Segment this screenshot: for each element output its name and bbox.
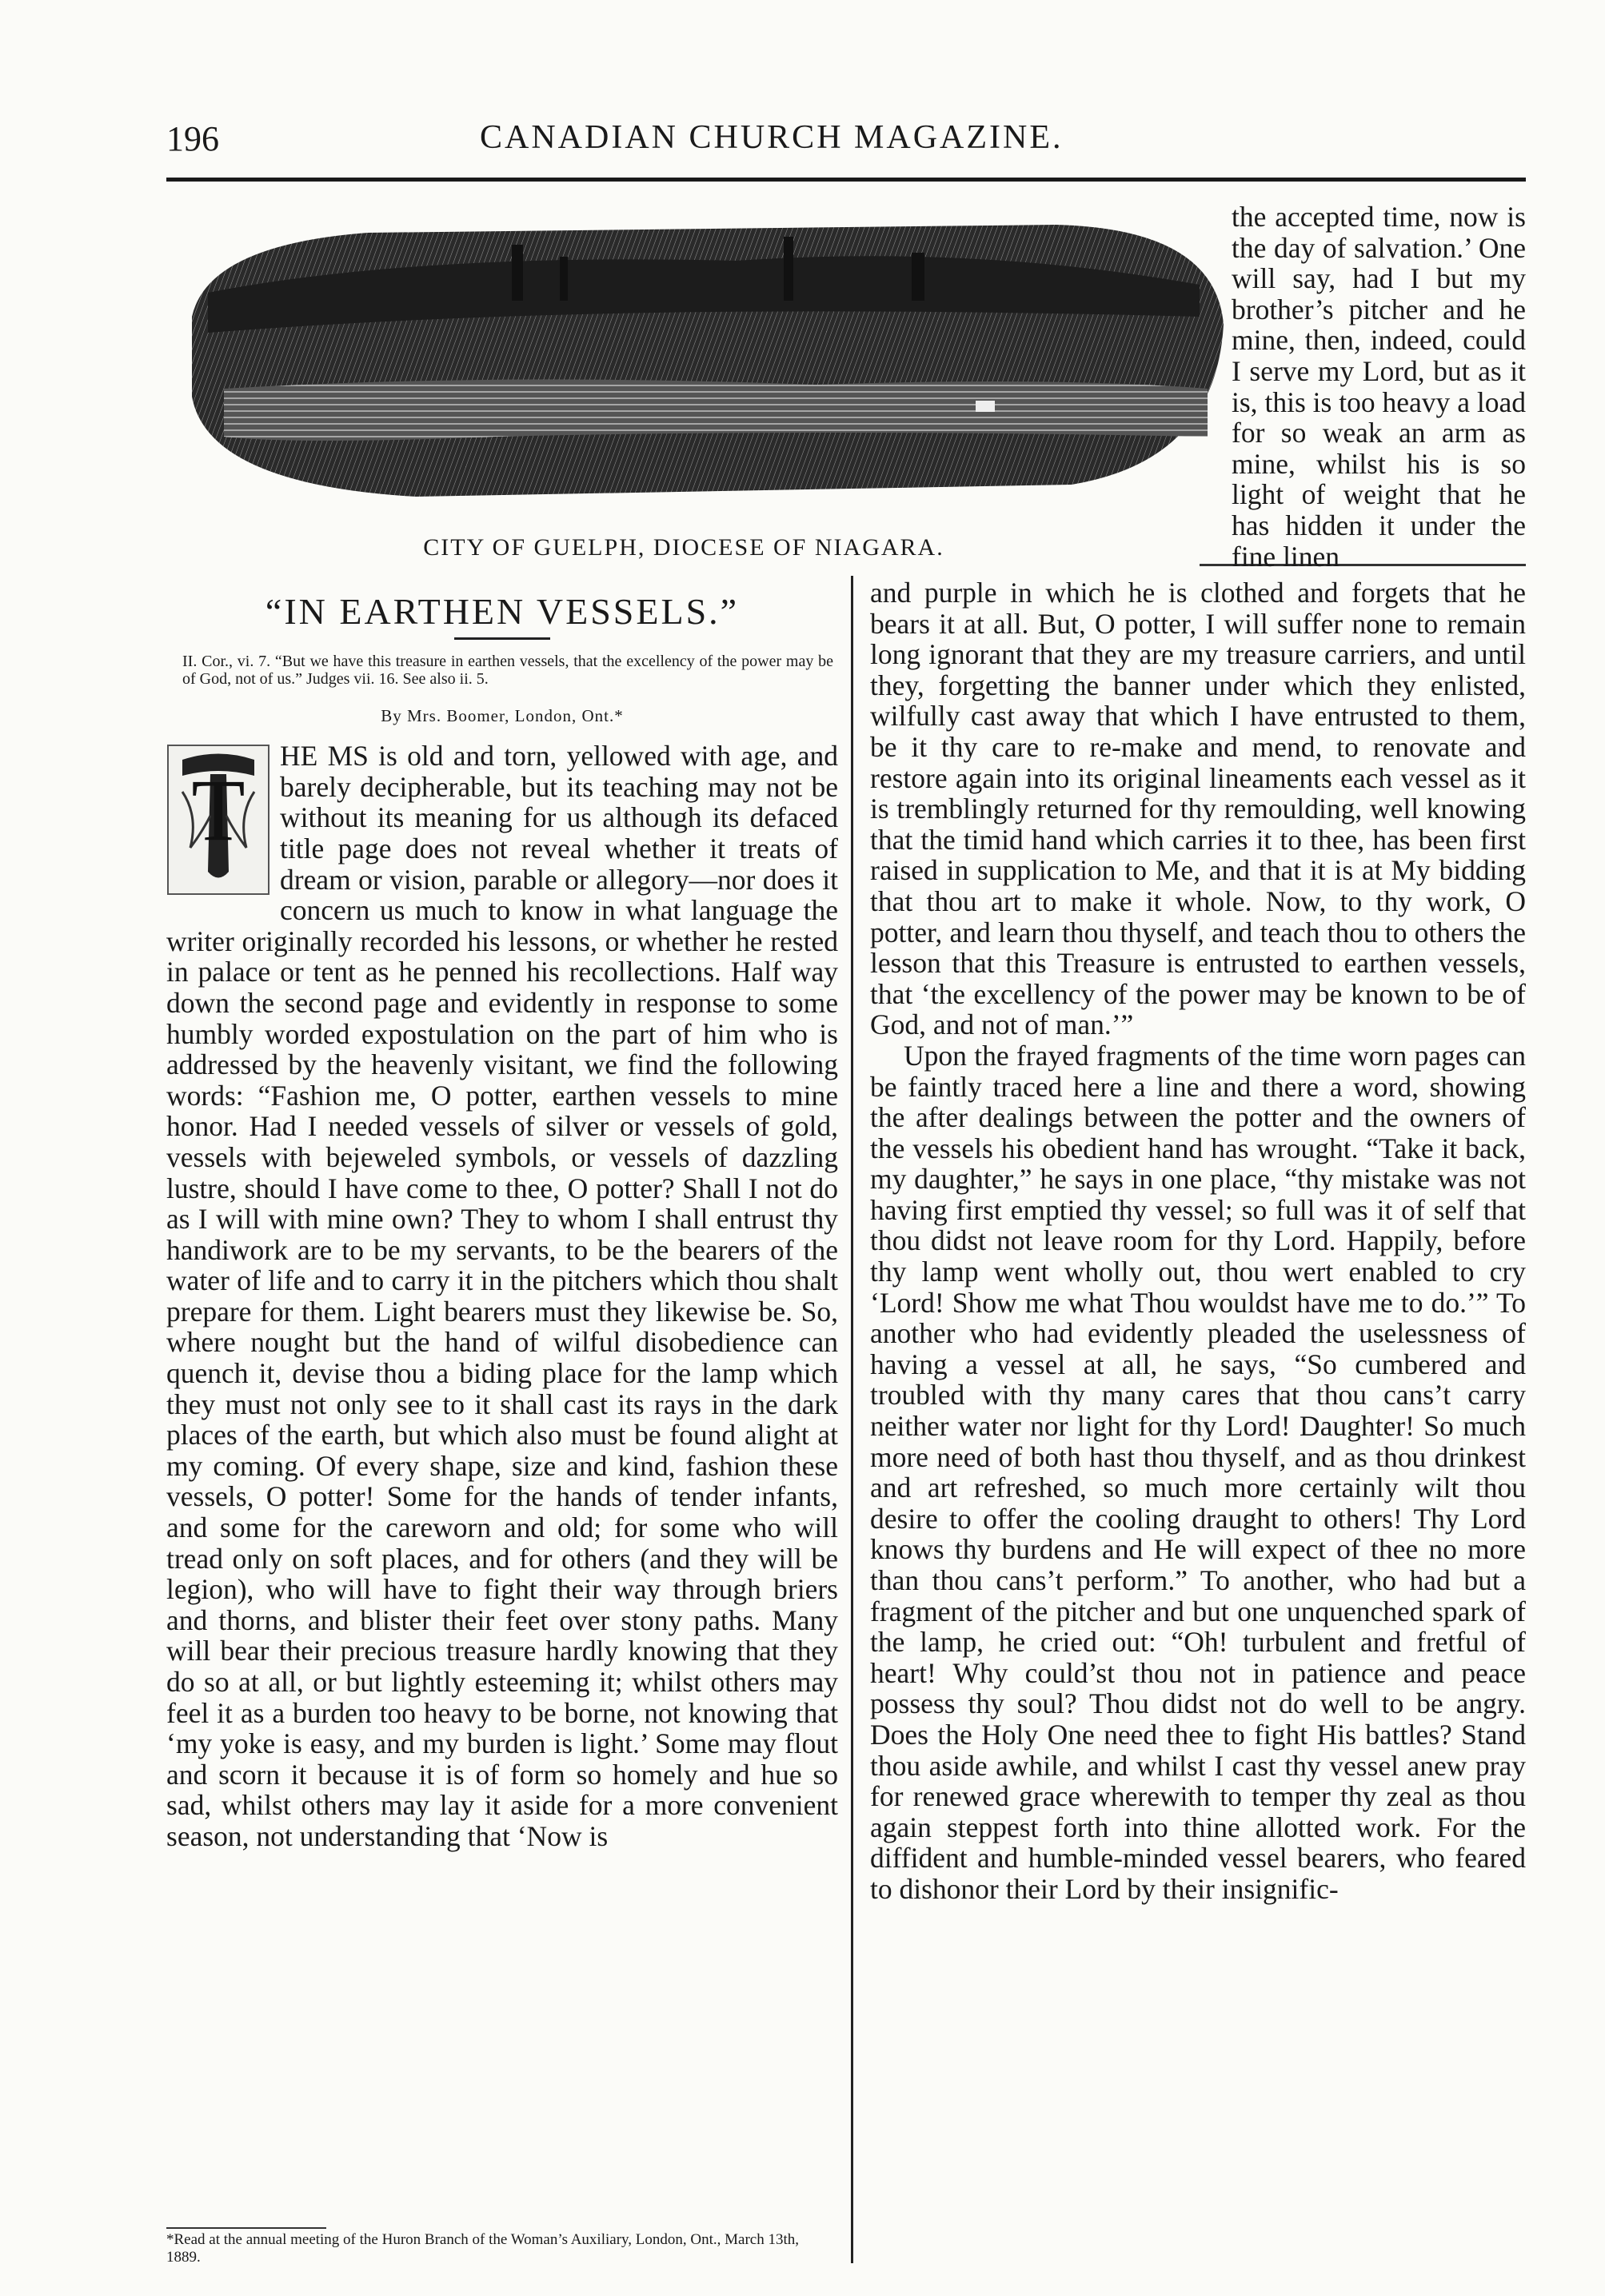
city-engraving-image <box>176 197 1232 517</box>
header-rule <box>166 178 1526 182</box>
top-right-column <box>1232 202 1526 572</box>
left-column <box>166 592 838 1852</box>
footnote: *Read at the annual meeting of the Huron Branch of the Woman’s Auxiliary, London, Ont., March 13th, 1889. <box>166 2231 800 2266</box>
article-title: “IN EARTHEN VESSELS.” <box>265 591 740 632</box>
drop-cap-letter: T <box>191 761 246 860</box>
running-head: CANADIAN CHURCH MAGAZINE. <box>480 119 1064 156</box>
right-paragraph-1: and purple in which he is clothed and forgets that he bears it at all. But, O potter, I will suffer none to remain long ignorant that they are my treasure carriers, and until they, forgetting the banner under which they enlisted, wilfully cast away that which I have entrusted to them, be it thy care to re-make and mend, to renovate and restore again into its original lineaments each vessel as it is tremblingly returned for thy remoulding, well knowing that the timid hand which carries it to thee, has been first raised in supplication to Me, and that it is at My bidding that thou art to make it whole. Now, to thy work, O potter, and learn thou thyself, and teach thou to others the lesson that this Treasure is entrusted to earthen vessels, that ‘the excellency of the power may be known to be of God, and not of man.’” <box>870 577 1526 1041</box>
top-right-paragraph: the accepted time, now is the day of salvation.’ One will say, had I but my brother’s pitcher and he mine, then, indeed, could I serve my Lord, but as it is, this is too heavy a load for so weak an arm as mine, whilst his is so light of weight that he has hidden it under the fine linen <box>1232 201 1526 573</box>
illustration-caption: CITY OF GUELPH, DIOCESE OF NIAGARA. <box>423 534 944 561</box>
page-number: 196 <box>166 119 219 158</box>
drop-cap-ornament <box>166 744 270 896</box>
footnote-rule <box>166 2227 326 2229</box>
article-paragraph-1: HE MS is old and torn, yellowed with age, and barely decipherable, but its teaching may not be without its meaning for us although its defaced title page does not reveal whether it treats of dream or vision, parable or allegory—nor does it concern us much to know in what language the writer originally recorded his lessons, or whether he rested in palace or tent as he penned his recollections. Half way down the second page and evidently in response to some humbly worded expostulation on the part of him who is addressed by the heavenly visitant, we find the following words: “Fashion me, O potter, earthen vessels to mine honor. Had I needed vessels of silver or vessels of gold, vessels with bejeweled symbols, or vessels of dazzling lustre, should I have come to thee, O potter? Shall I not do as I will with mine own? They to whom I shall entrust thy handiwork are to be my servants, to be the bearers of the water of life and to carry it in the pitchers which thou shalt prepare for them. Light bearers must they likewise be. So, where nought but the hand of wilful disobedience can quench it, devise thou a biding place for the lamp which they must not only see to it shall cast its rays in the dark places of the earth, but which also must be found alight at my coming. Of every shape, size and kind, fashion these vessels, O potter! Some for the hands of tender infants, and some for the careworn and old; for some who will tread only on soft places, and for others (and they will be legion), who will have to fight their way through briers and thorns, and blister their feet over stony paths. Many will bear their precious treasure hardly knowing that they do so at all, or but lightly esteeming it; whilst others may feel it as a burden too heavy to be borne, not knowing that ‘my yoke is easy, and my burden is light.’ Some may flout and scorn it because it is of form so homely and hue so sad, whilst others may lay it aside for a more convenient season, not understanding that ‘Now is <box>166 740 838 1852</box>
byline: By Mrs. Boomer, London, Ont.* <box>381 705 624 725</box>
right-paragraph-2: Upon the frayed fragments of the time worn pages can be faintly traced here a line and there a word, showing the after dealings between the potter and the owners of the vessels his obedient hand has wrought. “Take it back, my daughter,” he says in one place, “thy mistake was not having first emptied thy vessel; so full was it of self that thou didst not leave room for thy Lord. Happily, before thy lamp went wholly out, thou wert enabled to cry ‘Lord! Show me what Thou wouldst have me to do.’” To another who had evidently pleaded the uselessness of having a vessel at all, he says, “So cumbered and troubled with thy many cares that thou cans’t carry neither water nor light for thy Lord! Daughter! So much more need of both hast thou thyself, and as thou drinkest and art refreshed, so much more certainly wilt thou desire to offer the cooling draught to others! Thy Lord knows thy burdens and He will expect of thee no more than thou cans’t perform.” To another, who had but a fragment of the pitcher and but one unquenched spark of the lamp, he cried out: “Oh! turbulent and fretful of heart! Why could’st thou not in patience and peace possess thy soul? Thou didst not do well to be angry. Does the Holy One need thee to fight His battles? Stand thou aside awhile, and whilst I cast thy vessel anew pray for renewed grace wherewith to temper thy zeal as thou again steppest forth into thine allotted work. For the diffident and humble-minded vessel bearers, who feared to dishonor their Lord by their insignific- <box>870 1039 1526 1905</box>
title-rule <box>454 637 550 640</box>
epigraph: II. Cor., vi. 7. “But we have this treasure in earthen vessels, that the excellency of the power may be of God, not of us.” Judges vii. 16. See also ii. 5. <box>182 652 833 688</box>
right-column <box>870 577 1526 1905</box>
column-divider <box>851 576 853 2263</box>
